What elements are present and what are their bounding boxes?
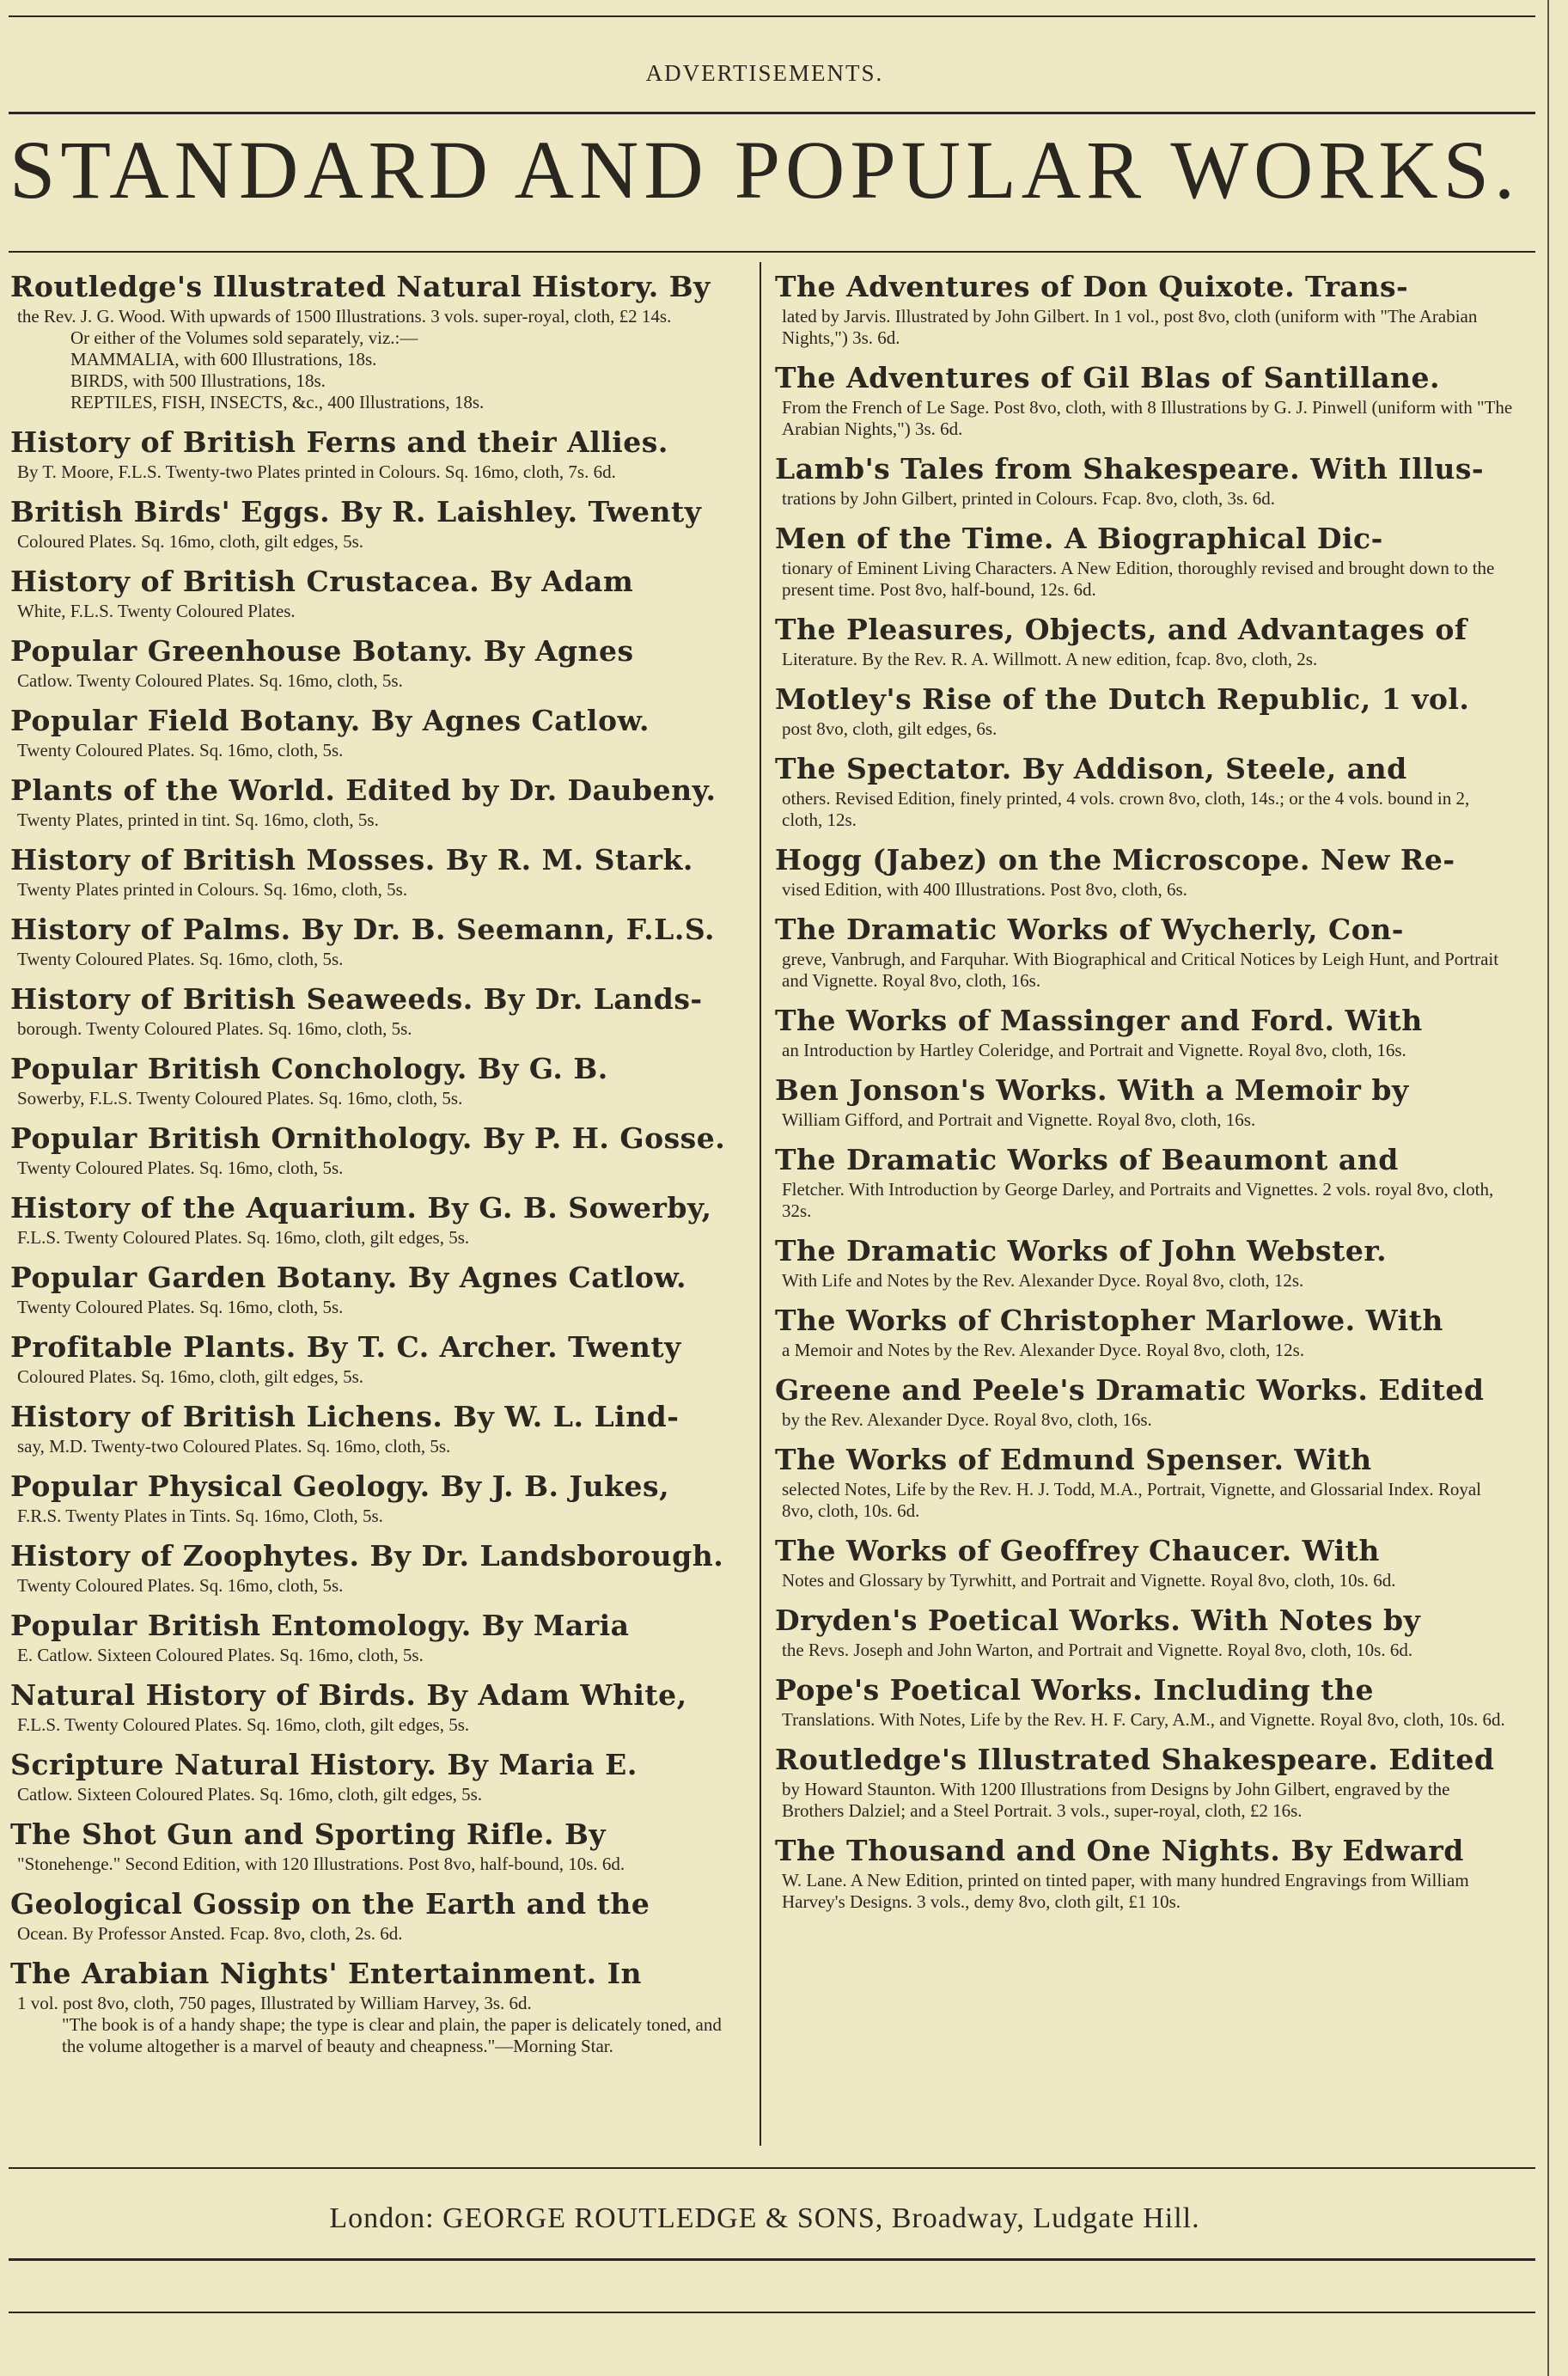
book-title: Popular Greenhouse Botany. By Agnes bbox=[10, 634, 634, 668]
book-title: The Dramatic Works of Beaumont and bbox=[775, 1143, 1399, 1176]
book-entry bbox=[775, 1671, 1514, 1731]
book-entry bbox=[10, 632, 749, 692]
book-description: say, M.D. Twenty-two Coloured Plates. Sq. 16mo, cloth, 5s. bbox=[17, 1436, 451, 1457]
publisher-footer: London: GEORGE ROUTLEDGE & SONS, Broadway, Ludgate Hill. bbox=[329, 2202, 1200, 2234]
book-entry bbox=[10, 493, 749, 553]
book-description: Twenty Coloured Plates. Sq. 16mo, cloth, 5s. bbox=[17, 949, 344, 969]
book-title: Lamb's Tales from Shakespeare. With Illus- bbox=[775, 452, 1485, 486]
book-description: "Stonehenge." Second Edition, with 120 Illustrations. Post 8vo, half-bound, 10s. 6d. bbox=[17, 1854, 625, 1874]
book-entry bbox=[10, 1328, 749, 1388]
bottom-rule bbox=[9, 2312, 1535, 2313]
book-title: Popular Garden Botany. By Agnes Catlow. bbox=[10, 1261, 686, 1294]
book-entry bbox=[10, 911, 749, 970]
book-title: Greene and Peele's Dramatic Works. Edited bbox=[775, 1373, 1485, 1407]
book-title: Men of the Time. A Biographical Dic- bbox=[775, 522, 1383, 555]
book-description: Twenty Coloured Plates. Sq. 16mo, cloth, 5s. bbox=[17, 1575, 344, 1596]
book-entry bbox=[10, 268, 749, 413]
book-description: Twenty Plates, printed in tint. Sq. 16mo, cloth, 5s. bbox=[17, 809, 379, 830]
book-title: Pope's Poetical Works. Including the bbox=[775, 1673, 1375, 1707]
book-description: Sowerby, F.L.S. Twenty Coloured Plates. Sq. 16mo, cloth, 5s. bbox=[17, 1088, 463, 1109]
book-description: by Howard Staunton. With 1200 Illustrations from Designs by John Gilbert, engraved by the Brothers Dalziel; and a Steel Portrait. 3 vols., super-royal, cloth, £2 16s. bbox=[782, 1779, 1450, 1821]
page-header: ADVERTISEMENTS. bbox=[645, 60, 884, 86]
book-title: Hogg (Jabez) on the Microscope. New Re- bbox=[775, 843, 1455, 876]
book-entry bbox=[775, 1441, 1514, 1522]
book-entry bbox=[775, 1371, 1514, 1431]
book-description: the Rev. J. G. Wood. With upwards of 1500 Illustrations. 3 vols. super-royal, cloth, £2 14s. bbox=[17, 306, 672, 327]
book-entry bbox=[775, 268, 1514, 349]
book-description: Catlow. Twenty Coloured Plates. Sq. 16mo, cloth, 5s. bbox=[17, 670, 403, 691]
volume-note: MAMMALIA, with 600 Illustrations, 18s. bbox=[70, 349, 377, 370]
book-entry bbox=[775, 611, 1514, 670]
book-description: a Memoir and Notes by the Rev. Alexander Dyce. Royal 8vo, cloth, 12s. bbox=[782, 1340, 1305, 1360]
book-description: Twenty Coloured Plates. Sq. 16mo, cloth, 5s. bbox=[17, 740, 344, 760]
book-entry bbox=[775, 1072, 1514, 1131]
book-description: F.L.S. Twenty Coloured Plates. Sq. 16mo, cloth, gilt edges, 5s. bbox=[17, 1227, 470, 1248]
title-rule bbox=[9, 251, 1535, 253]
book-title: The Adventures of Gil Blas of Santillane. bbox=[775, 361, 1440, 394]
book-entry bbox=[775, 750, 1514, 831]
book-title: The Adventures of Don Quixote. Trans- bbox=[775, 270, 1409, 303]
left-column bbox=[10, 268, 749, 2068]
book-entry bbox=[775, 1232, 1514, 1292]
book-description: the Revs. Joseph and John Warton, and Portrait and Vignette. Royal 8vo, cloth, 10s. 6d. bbox=[782, 1640, 1413, 1660]
book-description: Literature. By the Rev. R. A. Willmott. A new edition, fcap. 8vo, cloth, 2s. bbox=[782, 649, 1318, 669]
header-rule bbox=[9, 112, 1535, 114]
book-title: History of Palms. By Dr. B. Seemann, F.L.S. bbox=[10, 913, 716, 946]
book-title: History of British Ferns and their Allies. bbox=[10, 425, 668, 459]
book-title: The Works of Massinger and Ford. With bbox=[775, 1004, 1423, 1037]
volume-note: BIRDS, with 500 Illustrations, 18s. bbox=[70, 370, 326, 391]
book-entry bbox=[10, 1746, 749, 1805]
book-title: Popular Field Botany. By Agnes Catlow. bbox=[10, 704, 650, 737]
top-rule bbox=[9, 15, 1535, 17]
book-entry bbox=[775, 841, 1514, 901]
book-title: Popular Physical Geology. By J. B. Jukes, bbox=[10, 1469, 670, 1503]
book-title: Routledge's Illustrated Shakespeare. Edited bbox=[775, 1743, 1495, 1776]
book-description: Fletcher. With Introduction by George Darley, and Portraits and Vignettes. 2 vols. royal 8vo, cloth, 32s. bbox=[782, 1179, 1494, 1221]
book-title: Scripture Natural History. By Maria E. bbox=[10, 1748, 638, 1781]
book-description: others. Revised Edition, finely printed, 4 vols. crown 8vo, cloth, 14s.; or the 4 vols. bound in 2, cloth, 12s. bbox=[782, 788, 1470, 830]
book-description: Twenty Coloured Plates. Sq. 16mo, cloth, 5s. bbox=[17, 1157, 344, 1178]
book-description: Coloured Plates. Sq. 16mo, cloth, gilt edges, 5s. bbox=[17, 531, 364, 552]
book-entry bbox=[10, 1468, 749, 1527]
book-title: Natural History of Birds. By Adam White, bbox=[10, 1678, 687, 1712]
page-title: STANDARD AND POPULAR WORKS. bbox=[9, 124, 1521, 216]
footer-top-rule bbox=[9, 2167, 1535, 2169]
page-edge-line bbox=[1547, 0, 1549, 2376]
book-title: The Spectator. By Addison, Steele, and bbox=[775, 752, 1407, 785]
press-quote: "The book is of a handy shape; the type is clear and plain, the paper is delicately toned, and the volume altogether is a marvel of beauty and cheapness."—Morning Star. bbox=[62, 2014, 722, 2056]
book-description: 1 vol. post 8vo, cloth, 750 pages, Illustrated by William Harvey, 3s. 6d. bbox=[17, 1993, 532, 2013]
book-entry bbox=[775, 1532, 1514, 1591]
book-title: The Thousand and One Nights. By Edward bbox=[775, 1834, 1464, 1867]
book-description: an Introduction by Hartley Coleridge, and Portrait and Vignette. Royal 8vo, cloth, 16s. bbox=[782, 1040, 1406, 1060]
book-entry bbox=[10, 1120, 749, 1179]
book-title: The Works of Edmund Spenser. With bbox=[775, 1443, 1372, 1476]
book-title: History of British Crustacea. By Adam bbox=[10, 565, 634, 598]
book-description: Notes and Glossary by Tyrwhitt, and Portrait and Vignette. Royal 8vo, cloth, 10s. 6d. bbox=[782, 1570, 1396, 1591]
book-entry bbox=[10, 424, 749, 483]
volume-note: REPTILES, FISH, INSECTS, &c., 400 Illustrations, 18s. bbox=[70, 392, 485, 412]
book-entry bbox=[10, 1607, 749, 1666]
book-description: F.L.S. Twenty Coloured Plates. Sq. 16mo, cloth, gilt edges, 5s. bbox=[17, 1714, 470, 1735]
book-description: greve, Vanbrugh, and Farquhar. With Biographical and Critical Notices by Leigh Hunt, and Portrait and Vignette. Royal 8vo, cloth, 16s. bbox=[782, 949, 1499, 991]
book-entry bbox=[10, 1885, 749, 1945]
book-title: Popular British Conchology. By G. B. bbox=[10, 1052, 608, 1085]
book-title: History of British Seaweeds. By Dr. Lands- bbox=[10, 982, 703, 1016]
book-entry bbox=[775, 1602, 1514, 1661]
book-entry bbox=[10, 841, 749, 901]
book-title: Plants of the World. Edited by Dr. Daubeny. bbox=[10, 773, 717, 807]
book-title: British Birds' Eggs. By R. Laishley. Twenty bbox=[10, 495, 702, 528]
book-description: post 8vo, cloth, gilt edges, 6s. bbox=[782, 718, 998, 739]
book-entry bbox=[775, 911, 1514, 992]
book-entry bbox=[10, 1189, 749, 1249]
book-entry bbox=[775, 1741, 1514, 1822]
book-description: Translations. With Notes, Life by the Rev. H. F. Cary, A.M., and Vignette. Royal 8vo, cloth, 10s. 6d. bbox=[782, 1709, 1505, 1730]
book-entry bbox=[775, 1832, 1514, 1913]
book-description: tionary of Eminent Living Characters. A New Edition, thoroughly revised and brought down to the present time. Post 8vo, half-bound, 12s. 6d. bbox=[782, 558, 1495, 600]
book-title: History of British Lichens. By W. L. Lind- bbox=[10, 1400, 680, 1433]
book-entry bbox=[10, 1259, 749, 1318]
book-description: vised Edition, with 400 Illustrations. Post 8vo, cloth, 6s. bbox=[782, 879, 1187, 900]
book-description: Twenty Coloured Plates. Sq. 16mo, cloth, 5s. bbox=[17, 1297, 344, 1317]
book-title: Geological Gossip on the Earth and the bbox=[10, 1887, 650, 1921]
book-entry bbox=[775, 450, 1514, 510]
book-entry bbox=[10, 702, 749, 761]
book-description: Coloured Plates. Sq. 16mo, cloth, gilt edges, 5s. bbox=[17, 1366, 364, 1387]
column-divider bbox=[760, 262, 761, 2146]
book-description: lated by Jarvis. Illustrated by John Gilbert. In 1 vol., post 8vo, cloth (uniform with "The Arabian Nights,") 3s. 6d. bbox=[782, 306, 1478, 348]
book-title: Dryden's Poetical Works. With Notes by bbox=[775, 1603, 1421, 1637]
book-title: Profitable Plants. By T. C. Archer. Twenty bbox=[10, 1330, 681, 1364]
book-title: The Works of Christopher Marlowe. With bbox=[775, 1304, 1443, 1337]
book-entry bbox=[10, 1955, 749, 2057]
book-entry bbox=[10, 1398, 749, 1457]
book-entry bbox=[10, 1050, 749, 1109]
book-title: The Dramatic Works of Wycherly, Con- bbox=[775, 913, 1404, 946]
book-entry bbox=[775, 520, 1514, 601]
book-entry bbox=[775, 681, 1514, 740]
book-title: The Shot Gun and Sporting Rifle. By bbox=[10, 1817, 607, 1851]
book-description: borough. Twenty Coloured Plates. Sq. 16mo, cloth, 5s. bbox=[17, 1018, 412, 1039]
book-description: Ocean. By Professor Ansted. Fcap. 8vo, cloth, 2s. 6d. bbox=[17, 1923, 403, 1944]
book-description: From the French of Le Sage. Post 8vo, cloth, with 8 Illustrations by G. J. Pinwell (uniform with "The Arabian Nights,") 3s. 6d. bbox=[782, 397, 1513, 439]
book-title: Ben Jonson's Works. With a Memoir by bbox=[775, 1073, 1409, 1107]
volume-note: Or either of the Volumes sold separately, viz.:— bbox=[70, 327, 418, 348]
book-description: By T. Moore, F.L.S. Twenty-two Plates printed in Colours. Sq. 16mo, cloth, 7s. 6d. bbox=[17, 461, 616, 482]
book-description: E. Catlow. Sixteen Coloured Plates. Sq. 16mo, cloth, 5s. bbox=[17, 1645, 424, 1665]
footer-bottom-rule bbox=[9, 2258, 1535, 2261]
book-description: With Life and Notes by the Rev. Alexander Dyce. Royal 8vo, cloth, 12s. bbox=[782, 1270, 1304, 1291]
book-entry bbox=[10, 772, 749, 831]
book-entry bbox=[10, 563, 749, 622]
book-title: The Arabian Nights' Entertainment. In bbox=[10, 1957, 643, 1990]
book-description: selected Notes, Life by the Rev. H. J. Todd, M.A., Portrait, Vignette, and Glossarial Index. Royal 8vo, cloth, 10s. 6d. bbox=[782, 1479, 1481, 1521]
book-description: Catlow. Sixteen Coloured Plates. Sq. 16mo, cloth, gilt edges, 5s. bbox=[17, 1784, 483, 1805]
book-title: Motley's Rise of the Dutch Republic, 1 vol. bbox=[775, 682, 1470, 716]
book-title: Popular British Ornithology. By P. H. Gosse. bbox=[10, 1121, 726, 1155]
right-column bbox=[775, 268, 1514, 1923]
book-description: W. Lane. A New Edition, printed on tinted paper, with many hundred Engravings from William Harvey's Designs. 3 vols., demy 8vo, cloth gilt, £1 10s. bbox=[782, 1870, 1469, 1912]
book-entry bbox=[775, 359, 1514, 440]
book-description: F.R.S. Twenty Plates in Tints. Sq. 16mo, Cloth, 5s. bbox=[17, 1506, 383, 1526]
book-entry bbox=[10, 1537, 749, 1597]
book-entry bbox=[775, 1302, 1514, 1361]
book-entry bbox=[775, 1141, 1514, 1222]
book-entry bbox=[10, 1816, 749, 1875]
book-title: Popular British Entomology. By Maria bbox=[10, 1609, 630, 1642]
book-entry bbox=[10, 1677, 749, 1736]
book-title: Routledge's Illustrated Natural History. By bbox=[10, 270, 711, 303]
book-entry bbox=[775, 1002, 1514, 1061]
book-description: by the Rev. Alexander Dyce. Royal 8vo, cloth, 16s. bbox=[782, 1409, 1152, 1430]
book-description: White, F.L.S. Twenty Coloured Plates. bbox=[17, 601, 296, 621]
book-title: The Dramatic Works of John Webster. bbox=[775, 1234, 1388, 1267]
book-title: The Pleasures, Objects, and Advantages of bbox=[775, 613, 1467, 646]
book-title: History of the Aquarium. By G. B. Sowerby, bbox=[10, 1191, 712, 1225]
book-description: Twenty Plates printed in Colours. Sq. 16mo, cloth, 5s. bbox=[17, 879, 408, 900]
book-title: The Works of Geoffrey Chaucer. With bbox=[775, 1534, 1380, 1567]
book-description: trations by John Gilbert, printed in Colours. Fcap. 8vo, cloth, 3s. 6d. bbox=[782, 488, 1275, 509]
book-description: William Gifford, and Portrait and Vignette. Royal 8vo, cloth, 16s. bbox=[782, 1109, 1256, 1130]
book-title: History of Zoophytes. By Dr. Landsborough. bbox=[10, 1539, 724, 1573]
book-title: History of British Mosses. By R. M. Stark. bbox=[10, 843, 693, 876]
book-entry bbox=[10, 980, 749, 1040]
